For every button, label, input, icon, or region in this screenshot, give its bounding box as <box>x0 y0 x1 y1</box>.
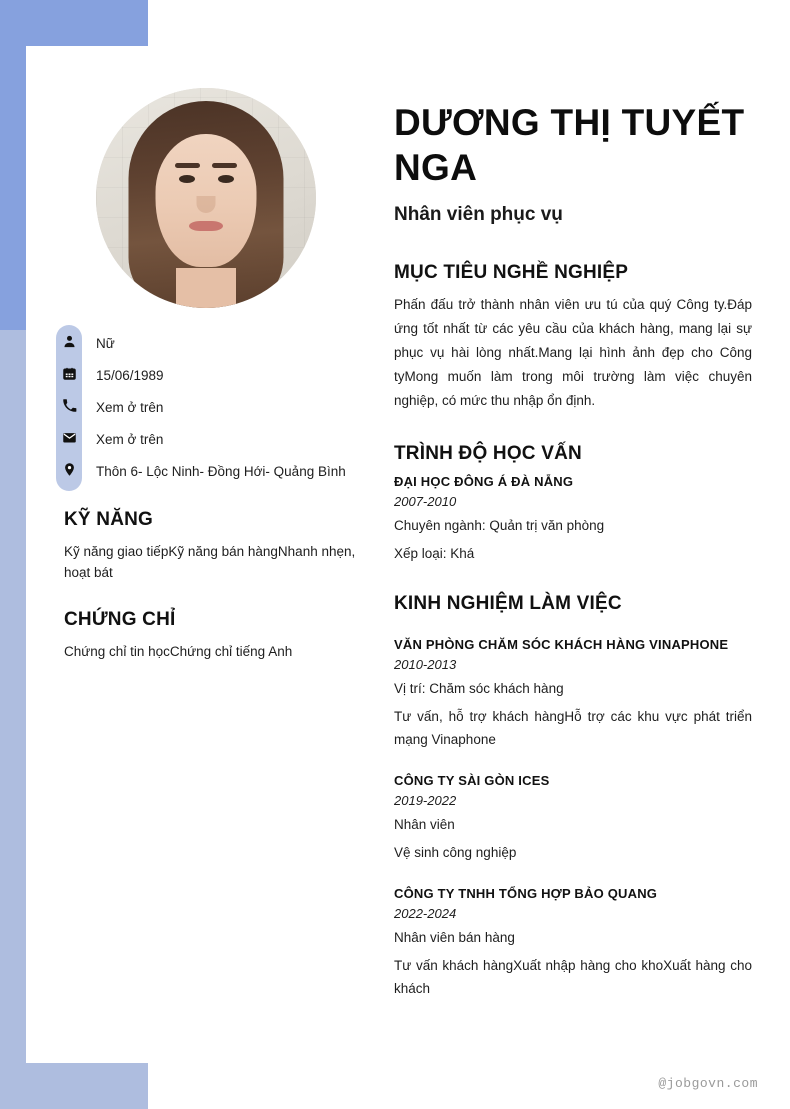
experience-company: VĂN PHÒNG CHĂM SÓC KHÁCH HÀNG VINAPHONE <box>394 637 729 652</box>
contact-value-phone: Xem ở trên <box>96 400 164 415</box>
mail-icon <box>56 429 82 445</box>
section-objective <box>394 262 752 413</box>
contact-value-address: Thôn 6- Lộc Ninh- Đồng Hới- Quảng Bình <box>96 464 346 479</box>
avatar-eye-right <box>218 175 234 183</box>
certificates-body: Chứng chỉ tin họcChứng chỉ tiếng Anh <box>64 644 293 659</box>
sidebar-column <box>56 88 356 662</box>
certificates-heading: CHỨNG CHỈ <box>64 609 176 630</box>
experience-position: Nhân viên <box>394 817 455 832</box>
page-title: DƯƠNG THỊ TUYẾT NGA <box>394 102 745 188</box>
calendar-icon <box>56 365 82 381</box>
section-education <box>394 443 752 565</box>
education-grade: Xếp loại: Khá <box>394 546 475 561</box>
main-column <box>394 100 752 1000</box>
avatar-eyebrow-left <box>175 163 200 168</box>
experience-entry <box>394 637 752 751</box>
experience-date: 2022-2024 <box>394 906 457 921</box>
education-heading: TRÌNH ĐỘ HỌC VẤN <box>394 443 582 464</box>
experience-company: CÔNG TY SÀI GÒN ICES <box>394 773 550 788</box>
contact-list <box>56 333 356 483</box>
avatar-eyebrow-right <box>212 163 237 168</box>
phone-icon <box>56 397 82 413</box>
experience-duties: Tư vấn, hỗ trợ khách hàngHỗ trợ các khu vực phát triển mạng Vinaphone <box>394 709 752 747</box>
person-icon <box>56 333 82 349</box>
experience-date: 2019-2022 <box>394 793 457 808</box>
experience-entry <box>394 773 752 864</box>
contact-value-birthdate: 15/06/1989 <box>96 368 164 383</box>
location-icon <box>56 461 82 477</box>
contact-item-phone <box>56 397 356 419</box>
contact-item-gender <box>56 333 356 355</box>
contact-item-birthdate <box>56 365 356 387</box>
experience-position: Nhân viên bán hàng <box>394 930 515 945</box>
site-watermark: @jobgovn.com <box>658 1076 758 1091</box>
avatar-eye-left <box>179 175 195 183</box>
experience-position: Vị trí: Chăm sóc khách hàng <box>394 681 564 696</box>
education-major: Chuyên ngành: Quản trị văn phòng <box>394 518 605 533</box>
avatar-neck <box>176 268 236 308</box>
section-certificates <box>56 609 356 662</box>
experience-duties: Vệ sinh công nghiệp <box>394 845 517 860</box>
job-role: Nhân viên phục vụ <box>394 204 563 225</box>
experience-heading: KINH NGHIỆM LÀM VIỆC <box>394 593 622 614</box>
section-experience <box>394 593 752 1000</box>
avatar <box>96 88 316 308</box>
experience-entry <box>394 886 752 1000</box>
contact-item-email <box>56 429 356 451</box>
education-date: 2007-2010 <box>394 494 457 509</box>
skills-heading: KỸ NĂNG <box>64 509 154 530</box>
objective-body: Phấn đấu trở thành nhân viên ưu tú của quý Công ty.Đáp ứng tốt nhất từ các yêu cầu của khách hàng, mang lại sự phục vụ hài lòng nhất.Mang lại hình ảnh đẹp cho Công tyMong muốn làm trong môi trường làm việc chuyên nghiệp, có mức thu nhập ổn định. <box>394 297 752 408</box>
avatar-mouth <box>189 221 223 231</box>
experience-date: 2010-2013 <box>394 657 457 672</box>
contact-value-gender: Nữ <box>96 336 115 351</box>
contact-item-address <box>56 461 356 483</box>
education-entry <box>394 474 752 565</box>
education-school: ĐẠI HỌC ĐÔNG Á ĐÀ NẴNG <box>394 474 574 489</box>
experience-company: CÔNG TY TNHH TỔNG HỢP BẢO QUANG <box>394 886 658 901</box>
objective-heading: MỤC TIÊU NGHỀ NGHIỆP <box>394 262 629 283</box>
skills-body: Kỹ năng giao tiếpKỹ năng bán hàngNhanh nhẹn, hoạt bát <box>64 544 356 580</box>
experience-duties: Tư vấn khách hàngXuất nhập hàng cho khoXuất hàng cho khách <box>394 958 752 996</box>
contact-value-email: Xem ở trên <box>96 432 164 447</box>
section-skills <box>56 509 356 583</box>
